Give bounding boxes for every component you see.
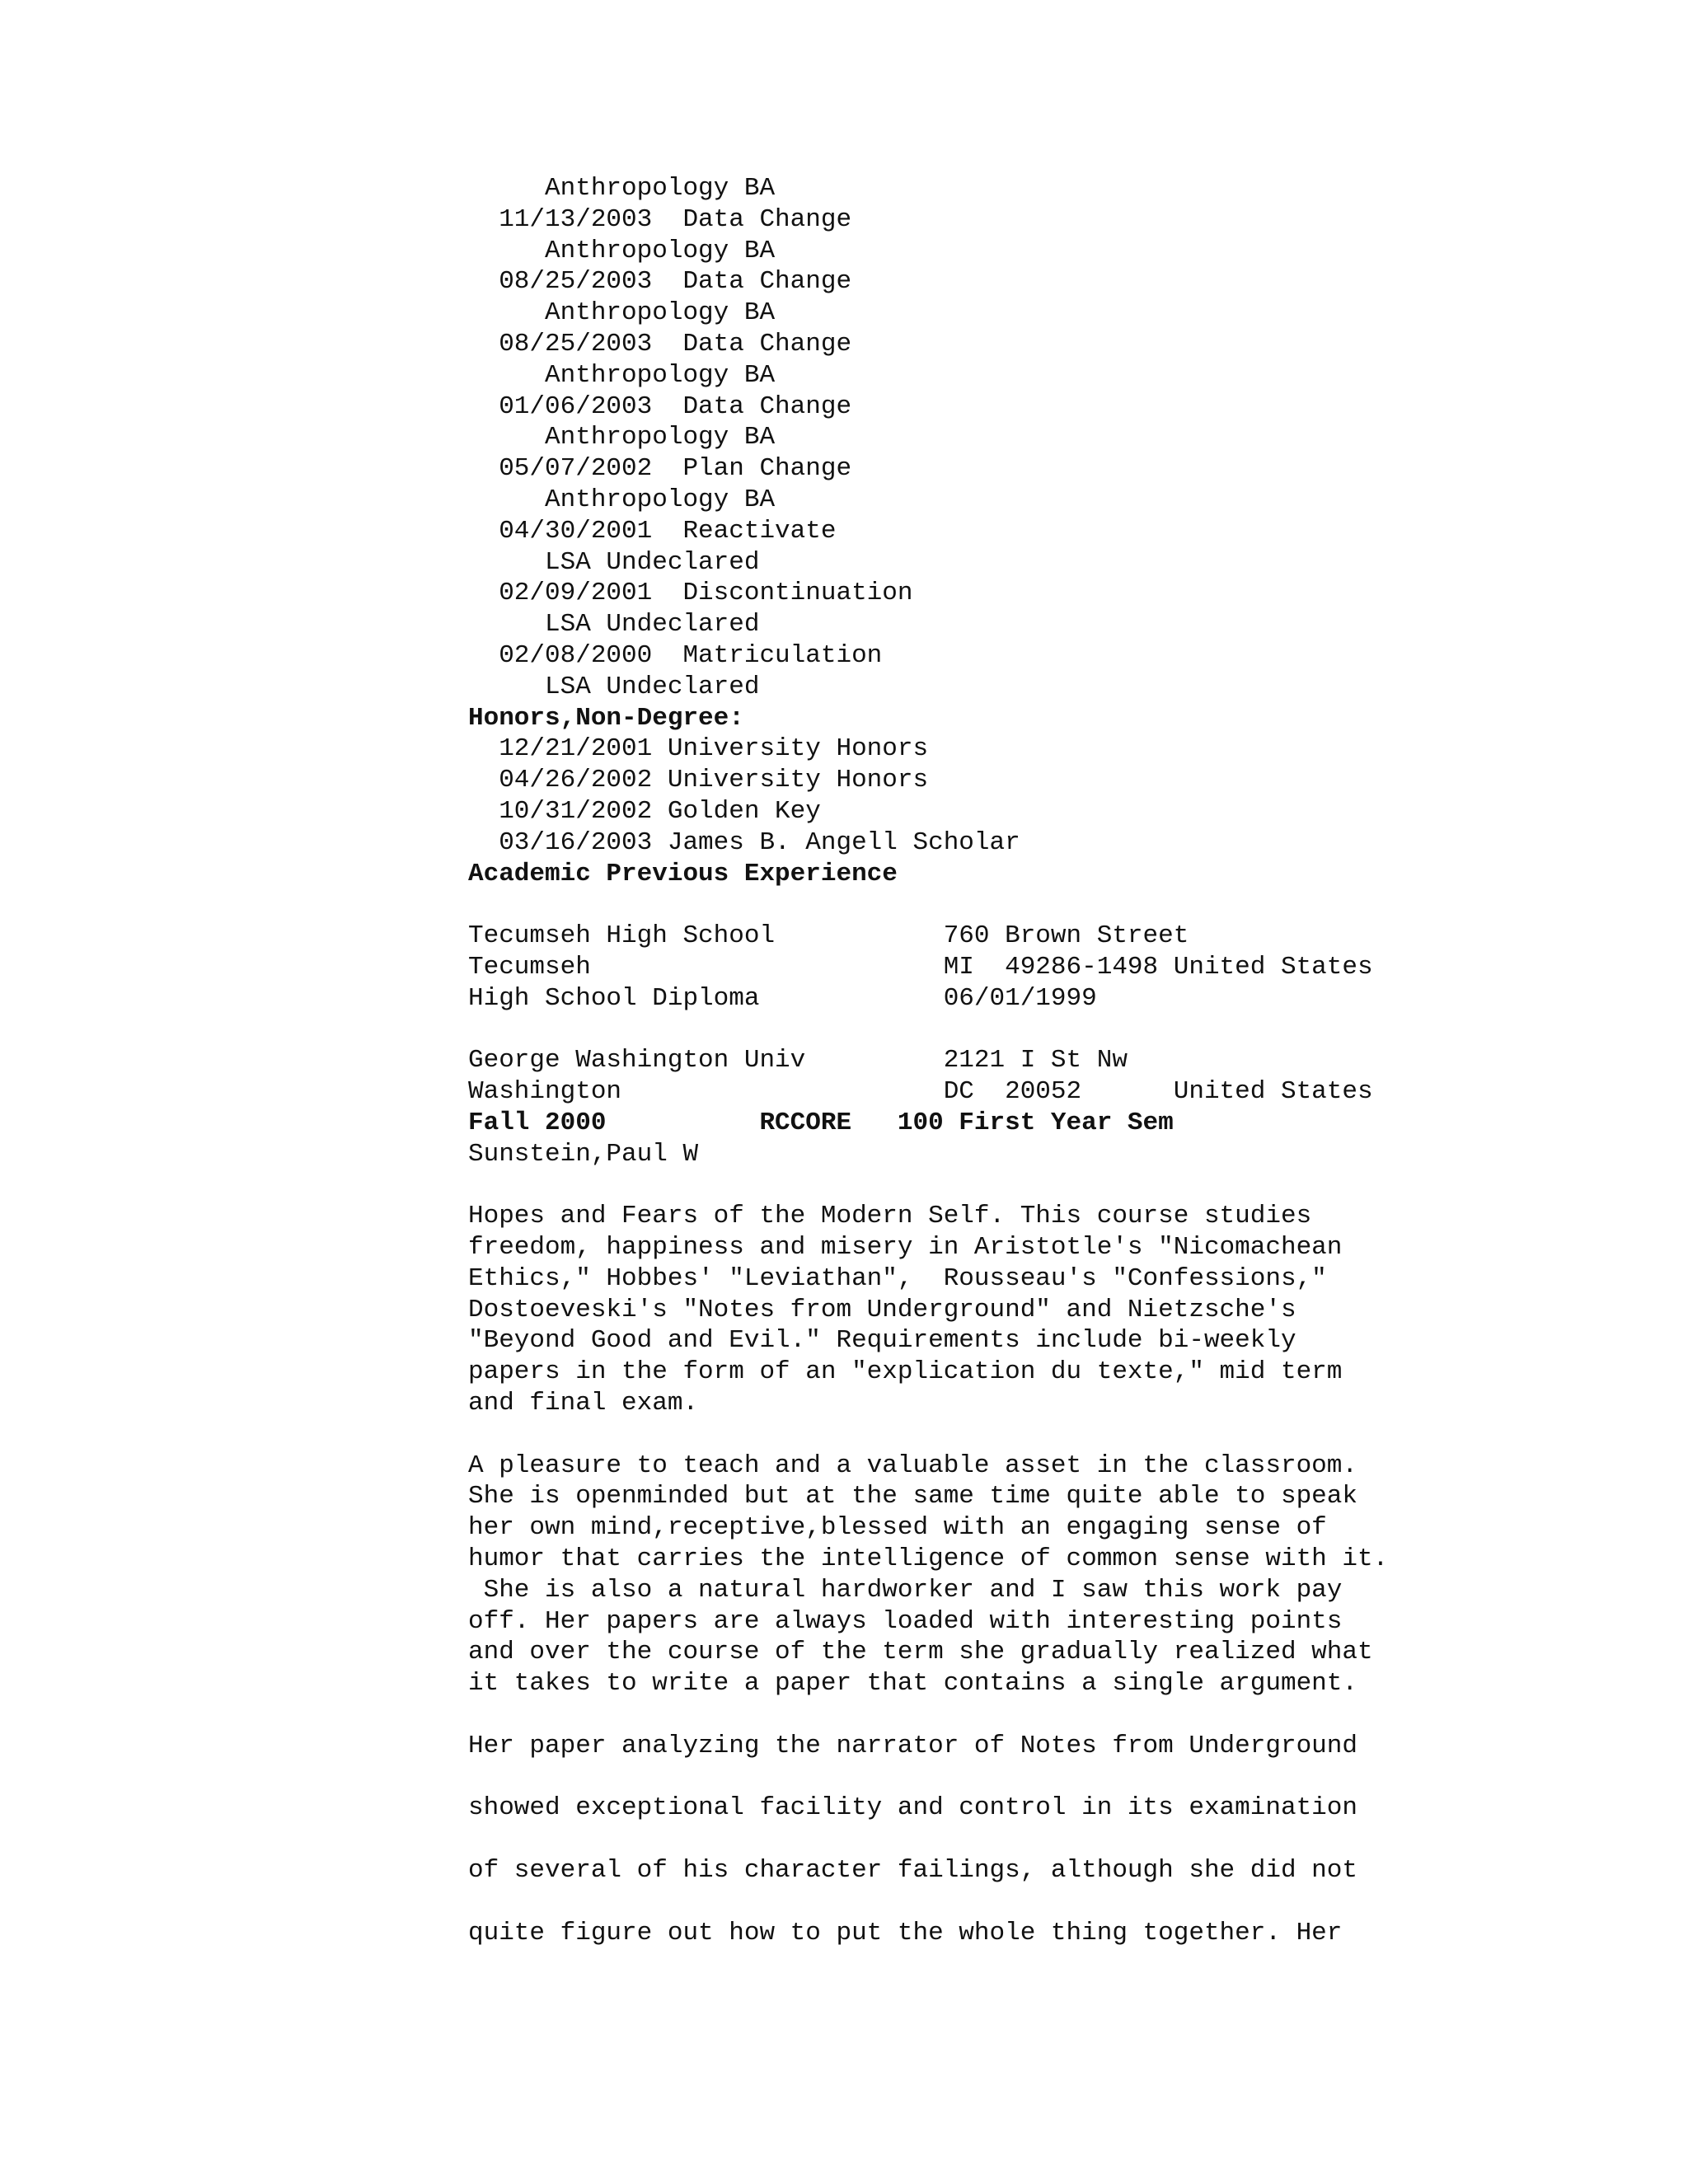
- plan-history-line: Anthropology BA: [468, 298, 776, 328]
- plan-history-line: 02/09/2001 Discontinuation: [468, 579, 913, 608]
- narrator-line: showed exceptional facility and control in its examination: [468, 1793, 1357, 1823]
- honors-item: 03/16/2003 James B. Angell Scholar: [468, 827, 1020, 857]
- honors-item: 10/31/2002 Golden Key: [468, 796, 821, 826]
- spacer: [468, 1419, 1441, 1451]
- evaluation-line: her own mind,receptive,blessed with an engaging sense of: [468, 1513, 1327, 1543]
- honors-heading: Honors,Non-Degree:: [468, 703, 744, 733]
- course-section: [468, 1108, 1441, 1949]
- narrator-line: of several of his character failings, although she did not: [468, 1856, 1357, 1886]
- plan-history-line: Anthropology BA: [468, 423, 776, 452]
- honors-item: 04/26/2002 University Honors: [468, 766, 929, 795]
- course-header: Fall 2000 RCCORE 100 First Year Sem: [468, 1108, 1174, 1137]
- course-evaluation: [468, 1451, 1441, 1699]
- plan-history-line: Anthropology BA: [468, 360, 776, 390]
- course-narrator-paragraph: [468, 1731, 1441, 1949]
- evaluation-line: She is also a natural hardworker and I saw this work pay: [468, 1575, 1343, 1605]
- plan-history-line: Anthropology BA: [468, 236, 776, 265]
- plan-history-line: LSA Undeclared: [468, 547, 760, 577]
- school-line: Tecumseh MI 49286-1498 United States: [468, 952, 1373, 982]
- evaluation-line: A pleasure to teach and a valuable asset in the classroom.: [468, 1451, 1357, 1480]
- plan-history-line: LSA Undeclared: [468, 672, 760, 701]
- evaluation-line: She is openminded but at the same time quite able to speak: [468, 1482, 1357, 1511]
- plan-history-line: LSA Undeclared: [468, 610, 760, 640]
- plan-history-line: 05/07/2002 Plan Change: [468, 454, 852, 484]
- description-line: and final exam.: [468, 1389, 699, 1418]
- description-line: papers in the form of an "explication du texte," mid term: [468, 1357, 1343, 1387]
- description-line: Dostoeveski's "Notes from Underground" and Nietzsche's: [468, 1295, 1296, 1324]
- honors-section: [468, 703, 1441, 859]
- plan-history-line: Anthropology BA: [468, 485, 776, 514]
- previous-experience-heading: Academic Previous Experience: [468, 859, 898, 888]
- narrator-line: Her paper analyzing the narrator of Notes from Underground: [468, 1731, 1357, 1760]
- school-line: Washington DC 20052 United States: [468, 1077, 1373, 1107]
- plan-history-line: 11/13/2003 Data Change: [468, 204, 852, 234]
- honors-item: 12/21/2001 University Honors: [468, 734, 929, 764]
- school-line: Tecumseh High School 760 Brown Street: [468, 921, 1189, 951]
- spacer: [468, 889, 1441, 921]
- plan-history-line: 08/25/2003 Data Change: [468, 267, 852, 297]
- previous-experience-section: [468, 859, 1441, 1108]
- evaluation-line: it takes to write a paper that contains a single argument.: [468, 1669, 1357, 1699]
- school-line: George Washington Univ 2121 I St Nw: [468, 1046, 1128, 1076]
- evaluation-line: humor that carries the intelligence of common sense with it.: [468, 1544, 1389, 1574]
- spacer: [468, 1699, 1441, 1731]
- evaluation-line: off. Her papers are always loaded with interesting points: [468, 1606, 1343, 1636]
- plan-history-line: 02/08/2000 Matriculation: [468, 640, 883, 670]
- course-instructor: Sunstein,Paul W: [468, 1139, 699, 1169]
- evaluation-line: and over the course of the term she gradually realized what: [468, 1638, 1373, 1667]
- plan-history-line: Anthropology BA: [468, 174, 776, 203]
- description-line: Hopes and Fears of the Modern Self. This course studies: [468, 1202, 1312, 1231]
- plan-history-line: 01/06/2003 Data Change: [468, 391, 852, 421]
- plan-history: [468, 173, 1441, 703]
- description-line: freedom, happiness and misery in Aristotle's "Nicomachean: [468, 1233, 1343, 1263]
- transcript-document: [468, 173, 1441, 1948]
- plan-history-line: 04/30/2001 Reactivate: [468, 516, 837, 546]
- description-line: Ethics," Hobbes' "Leviathan", Rousseau's "Confessions,": [468, 1263, 1327, 1293]
- school-line: High School Diploma 06/01/1999: [468, 983, 1097, 1013]
- course-description: [468, 1201, 1441, 1419]
- plan-history-line: 08/25/2003 Data Change: [468, 329, 852, 359]
- narrator-line: quite figure out how to put the whole thing together. Her: [468, 1918, 1343, 1947]
- spacer: [468, 1015, 1441, 1046]
- spacer: [468, 1170, 1441, 1202]
- description-line: "Beyond Good and Evil." Requirements include bi-weekly: [468, 1326, 1296, 1356]
